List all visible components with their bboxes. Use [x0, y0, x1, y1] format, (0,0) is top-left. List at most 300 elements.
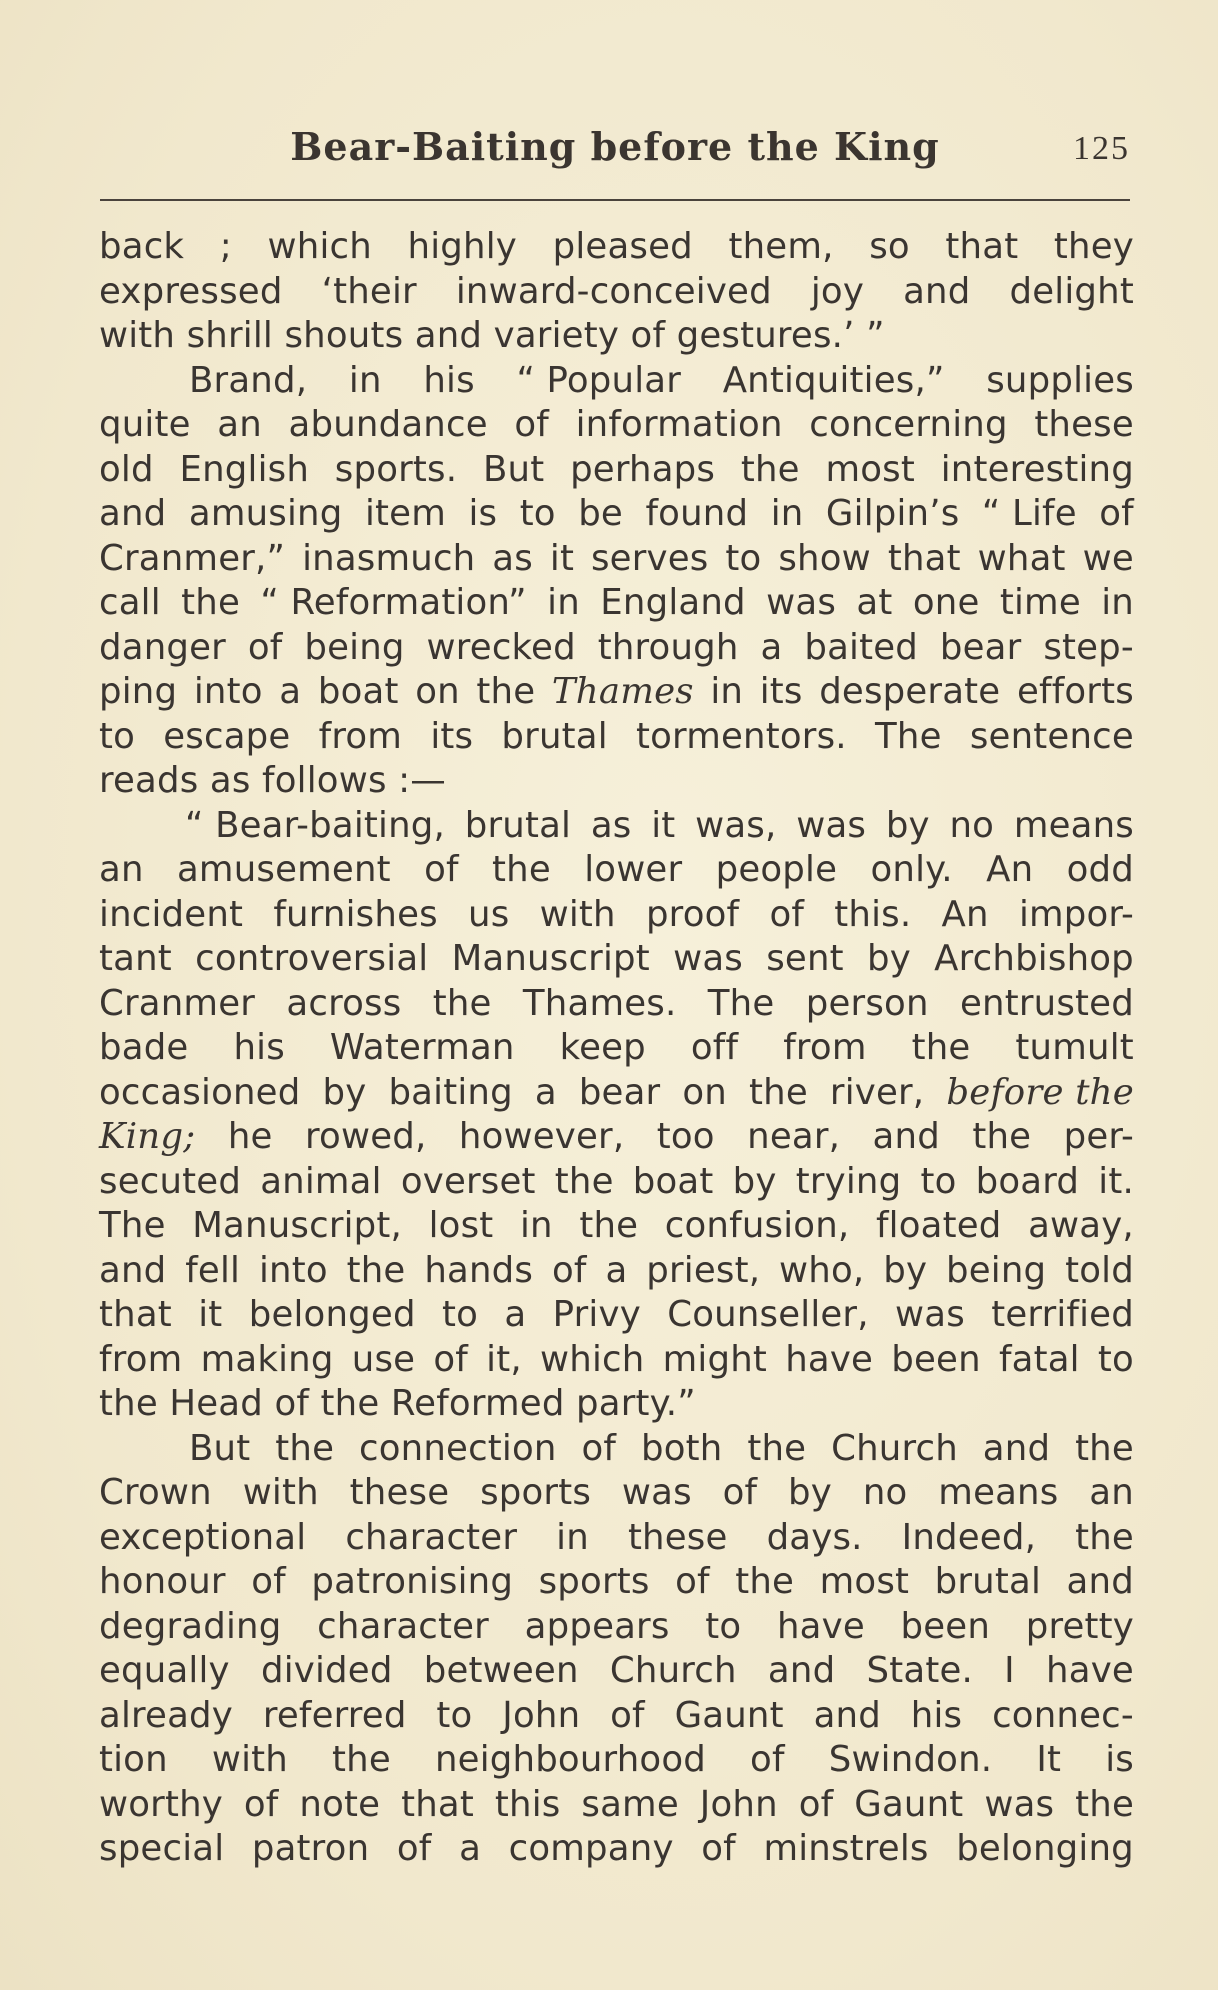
- word: told: [1065, 1249, 1134, 1291]
- word: delight: [1009, 270, 1134, 312]
- word: priest,: [646, 1249, 761, 1291]
- word: bear: [578, 1071, 661, 1113]
- word: Antiquities,”: [722, 359, 945, 401]
- word: divided: [260, 1650, 393, 1691]
- word: belonged: [248, 1294, 416, 1335]
- word: fell: [185, 1249, 241, 1291]
- word: interesting: [940, 448, 1134, 490]
- word: been: [891, 1338, 981, 1380]
- word: The: [99, 1205, 166, 1246]
- word: desperate: [819, 671, 1001, 712]
- header-rule: [100, 199, 1130, 201]
- word: a: [534, 1071, 557, 1113]
- word: of: [769, 893, 805, 935]
- word: pleased: [552, 226, 693, 267]
- body-text: [99, 225, 1134, 1872]
- word: both: [640, 1427, 723, 1469]
- word: of: [581, 1427, 617, 1469]
- word: Church: [609, 1650, 737, 1691]
- word: these: [1034, 404, 1134, 445]
- word: the: [476, 671, 536, 712]
- word: serves: [590, 537, 709, 579]
- word: bade: [99, 1027, 189, 1068]
- text-line: [99, 1026, 1134, 1071]
- word: entrusted: [959, 982, 1134, 1024]
- word: have: [776, 1605, 865, 1647]
- word: these: [627, 1516, 728, 1558]
- word: boat: [632, 1160, 714, 1202]
- word: tumult: [1015, 1027, 1134, 1068]
- word: State.: [866, 1650, 973, 1691]
- word: the: [492, 849, 551, 890]
- word: from: [318, 715, 403, 757]
- word: referred: [262, 1694, 407, 1736]
- word: neighbourhood: [434, 1739, 706, 1780]
- word: the: [1075, 1516, 1134, 1558]
- word: the: [749, 1071, 808, 1113]
- word: us: [468, 893, 510, 935]
- line-text: reads as follows :—: [99, 760, 446, 801]
- word: in: [770, 493, 804, 534]
- word: John: [699, 1783, 778, 1825]
- word: Cranmer,”: [99, 537, 286, 579]
- word: in: [556, 1516, 589, 1558]
- word: that: [401, 1783, 475, 1825]
- word: degrading: [99, 1605, 282, 1647]
- word: was: [621, 1472, 692, 1513]
- word: tant: [99, 938, 172, 979]
- word: the: [735, 1561, 795, 1602]
- word: days.: [766, 1516, 863, 1558]
- word: Thames.: [522, 982, 677, 1024]
- word: Waterman: [329, 1027, 515, 1068]
- word: was: [895, 1294, 965, 1335]
- word: King;: [99, 1116, 196, 1157]
- word: in: [547, 582, 580, 623]
- word: same: [581, 1783, 679, 1825]
- word: he: [227, 1116, 273, 1157]
- word: and: [99, 493, 167, 534]
- word: “ Bear-baiting,: [185, 804, 446, 846]
- word: the: [432, 982, 492, 1024]
- word: bear: [939, 626, 1022, 668]
- word: means: [938, 1472, 1059, 1513]
- word: character: [345, 1516, 518, 1558]
- word: the: [740, 448, 800, 490]
- word: the: [332, 1739, 391, 1780]
- word: An: [986, 849, 1034, 890]
- word: it: [549, 537, 575, 579]
- word: The: [707, 982, 775, 1024]
- text-line: [99, 1115, 1134, 1160]
- word: was,: [695, 804, 777, 846]
- word: is: [1105, 1739, 1134, 1780]
- word: time: [999, 582, 1081, 623]
- word: a: [459, 1828, 482, 1869]
- word: English: [179, 448, 310, 490]
- word: boat: [317, 671, 399, 712]
- word: proof: [645, 893, 740, 935]
- text-line: [99, 1516, 1134, 1561]
- word: equally: [99, 1650, 230, 1691]
- word: it: [198, 1294, 223, 1335]
- word: I: [1004, 1650, 1015, 1691]
- word: of: [433, 1338, 468, 1380]
- word: into: [258, 1249, 328, 1291]
- word: odd: [1066, 849, 1134, 890]
- word: special: [99, 1828, 225, 1869]
- word: and: [767, 1650, 836, 1691]
- page-header: [100, 122, 1130, 182]
- word: making: [200, 1338, 334, 1380]
- word: this: [494, 1783, 561, 1825]
- word: ping: [99, 671, 178, 712]
- word: across: [286, 982, 402, 1024]
- word: and: [99, 1249, 167, 1291]
- word: incident: [99, 893, 244, 935]
- word: from: [99, 1338, 183, 1380]
- word: impor-: [1018, 893, 1134, 935]
- word: near,: [747, 1116, 841, 1157]
- word: minstrels: [763, 1828, 929, 1869]
- word: and: [903, 270, 971, 312]
- text-line: [99, 759, 1134, 804]
- word: which: [267, 226, 372, 267]
- word: that: [945, 226, 1019, 267]
- word: and: [982, 1427, 1051, 1469]
- word: secuted: [99, 1160, 242, 1202]
- word: England: [600, 582, 746, 623]
- word: been: [900, 1605, 991, 1647]
- word: of: [722, 1472, 758, 1513]
- word: abundance: [288, 404, 488, 445]
- word: of: [750, 1739, 785, 1780]
- word: means: [1013, 804, 1134, 846]
- word: worthy: [99, 1783, 223, 1825]
- text-line: [99, 1160, 1134, 1205]
- word: of: [610, 1694, 645, 1736]
- word: escape: [163, 715, 291, 757]
- word: of: [424, 849, 459, 890]
- word: that: [99, 1294, 172, 1335]
- word: a: [760, 626, 783, 668]
- word: Indeed,: [901, 1516, 1037, 1558]
- word: only.: [870, 849, 953, 890]
- word: belonging: [956, 1828, 1134, 1869]
- word: Thames: [551, 671, 694, 712]
- word: it.: [1098, 1160, 1134, 1202]
- word: inasmuch: [302, 537, 476, 579]
- word: no: [862, 1472, 908, 1513]
- word: item: [364, 493, 446, 534]
- word: sports: [480, 1472, 592, 1513]
- word: they: [1053, 226, 1134, 267]
- text-line: [99, 1382, 1134, 1427]
- word: “ Popular: [516, 359, 682, 401]
- text-line: [99, 403, 1134, 448]
- word: highly: [407, 226, 518, 267]
- word: too: [656, 1116, 715, 1157]
- word: confusion,: [664, 1205, 850, 1246]
- word: to: [920, 1160, 957, 1202]
- word: sports: [538, 1561, 650, 1602]
- text-line: [99, 1338, 1134, 1383]
- text-line: [99, 893, 1134, 938]
- text-line: [99, 1649, 1134, 1694]
- word: Manuscript,: [192, 1205, 403, 1246]
- word: to: [442, 1294, 479, 1335]
- word: the: [747, 1427, 807, 1469]
- word: from: [783, 1027, 867, 1068]
- word: to: [705, 1605, 742, 1647]
- text-line: [99, 1204, 1134, 1249]
- text-line: [99, 982, 1134, 1027]
- word: so: [869, 226, 910, 267]
- word: and: [872, 1116, 940, 1157]
- word: perhaps: [570, 448, 716, 490]
- word: with: [211, 1739, 288, 1780]
- word: the: [1075, 1427, 1134, 1469]
- word: to: [725, 537, 762, 579]
- word: most: [825, 448, 915, 490]
- word: and: [1066, 1561, 1134, 1602]
- word: with: [539, 893, 616, 935]
- word: quite: [99, 404, 191, 445]
- text-line: [99, 270, 1134, 315]
- word: a: [504, 1294, 527, 1335]
- word: the: [275, 1427, 335, 1469]
- word: connection: [359, 1427, 557, 1469]
- word: Gilpin’s: [825, 493, 960, 534]
- word: terrified: [991, 1294, 1134, 1335]
- word: them,: [728, 226, 834, 267]
- word: of: [551, 1249, 587, 1291]
- word: Privy: [552, 1294, 641, 1335]
- word: danger: [99, 626, 226, 668]
- word: by: [866, 938, 911, 979]
- word: as: [492, 537, 533, 579]
- text-line: [99, 804, 1134, 849]
- word: Swindon.: [828, 1739, 993, 1780]
- word: by: [732, 1160, 777, 1202]
- word: the: [1075, 1783, 1134, 1825]
- word: on: [415, 671, 460, 712]
- word: of: [798, 1783, 834, 1825]
- word: show: [778, 537, 871, 579]
- word: its: [430, 715, 474, 757]
- word: controversial: [195, 938, 429, 979]
- text-line: [99, 448, 1134, 493]
- word: fatal: [998, 1338, 1080, 1380]
- word: efforts: [1016, 671, 1134, 712]
- word: amusing: [188, 493, 343, 534]
- text-line: [99, 670, 1134, 715]
- text-line: [99, 314, 1134, 359]
- word: of: [701, 1828, 736, 1869]
- word: the: [181, 582, 241, 623]
- text-line: [99, 1249, 1134, 1294]
- word: already: [99, 1694, 233, 1736]
- word: have: [1046, 1650, 1134, 1691]
- word: of: [675, 1561, 710, 1602]
- word: of: [514, 404, 549, 445]
- text-line: [99, 492, 1134, 537]
- word: the: [579, 1205, 639, 1246]
- word: by: [322, 1071, 367, 1113]
- word: a: [605, 1249, 628, 1291]
- word: be: [578, 493, 623, 534]
- word: these: [349, 1472, 450, 1513]
- word: old: [99, 448, 154, 490]
- word: rowed,: [305, 1116, 427, 1157]
- word: being: [946, 1249, 1047, 1291]
- text-line: [99, 848, 1134, 893]
- word: company: [508, 1828, 674, 1869]
- word: Manuscript: [451, 938, 650, 979]
- word: baited: [804, 626, 919, 668]
- word: to: [519, 493, 556, 534]
- word: with: [242, 1472, 319, 1513]
- word: connec-: [992, 1694, 1134, 1736]
- word: information: [575, 404, 783, 445]
- word: trying: [795, 1160, 902, 1202]
- word: overset: [400, 1160, 536, 1202]
- word: an: [1089, 1472, 1134, 1513]
- word: But: [482, 448, 545, 490]
- word: in: [519, 1205, 553, 1246]
- word: being: [304, 626, 405, 668]
- word: an: [99, 849, 144, 890]
- word: keep: [559, 1027, 646, 1068]
- word: at: [856, 582, 893, 623]
- word: exceptional: [99, 1516, 307, 1558]
- text-line: [99, 715, 1134, 760]
- word: the: [346, 1249, 406, 1291]
- page-number: 125: [1073, 130, 1130, 167]
- word: his: [423, 359, 475, 401]
- word: to: [436, 1694, 473, 1736]
- word: per-: [1063, 1116, 1134, 1157]
- word: pretty: [1025, 1605, 1134, 1647]
- word: as: [590, 804, 632, 846]
- word: it: [651, 804, 676, 846]
- word: step-: [1043, 626, 1134, 668]
- word: that: [887, 537, 961, 579]
- word: brutal: [464, 804, 572, 846]
- word: found: [645, 493, 749, 534]
- line-text: with shrill shouts and variety of gestures.’ ”: [99, 315, 885, 356]
- text-line: [99, 225, 1134, 270]
- word: by: [883, 1249, 928, 1291]
- word: it,: [486, 1338, 522, 1380]
- word: which: [540, 1338, 645, 1380]
- word: lower: [584, 849, 683, 890]
- word: sentence: [969, 715, 1134, 757]
- word: “ Reformation”: [260, 582, 527, 623]
- word: John: [502, 1694, 581, 1736]
- word: was: [673, 938, 743, 979]
- word: lost: [428, 1205, 494, 1246]
- word: have: [785, 1338, 874, 1380]
- word: Cranmer: [99, 982, 256, 1024]
- word: an: [217, 404, 262, 445]
- word: tion: [99, 1739, 168, 1780]
- word: this.: [834, 893, 912, 935]
- word: note: [299, 1783, 381, 1825]
- word: It: [1036, 1739, 1062, 1780]
- word: who,: [779, 1249, 865, 1291]
- word: patronising: [311, 1561, 514, 1602]
- word: by: [885, 804, 930, 846]
- word: Brand,: [189, 359, 308, 401]
- word: brutal: [934, 1561, 1042, 1602]
- word: his: [910, 1694, 963, 1736]
- word: to: [99, 715, 136, 757]
- text-line: [99, 1560, 1134, 1605]
- word: of: [1099, 493, 1134, 534]
- word: the: [972, 1116, 1032, 1157]
- word: But: [189, 1427, 251, 1469]
- text-line: [99, 1783, 1134, 1828]
- word: of: [247, 626, 283, 668]
- word: of: [251, 1561, 286, 1602]
- word: floated: [875, 1205, 1002, 1246]
- text-line: [99, 1605, 1134, 1650]
- word: most: [819, 1561, 910, 1602]
- word: we: [1082, 537, 1134, 579]
- word: by: [788, 1472, 832, 1513]
- text-line: [99, 626, 1134, 671]
- word: one: [912, 582, 980, 623]
- word: the: [554, 1160, 614, 1202]
- word: away,: [1028, 1205, 1134, 1246]
- line-text: the Head of the Reformed party.”: [99, 1383, 696, 1424]
- word: brutal: [501, 715, 608, 757]
- word: back: [99, 226, 185, 267]
- word: amusement: [176, 849, 391, 890]
- word: of: [243, 1783, 279, 1825]
- word: “ Life: [981, 493, 1077, 534]
- word: in: [710, 671, 744, 712]
- word: wrecked: [426, 626, 576, 668]
- text-line: [99, 1694, 1134, 1739]
- text-line: [99, 1471, 1134, 1516]
- word: might: [662, 1338, 768, 1380]
- text-line: [99, 1427, 1134, 1472]
- word: on: [682, 1071, 727, 1113]
- word: river,: [829, 1071, 925, 1113]
- word: Archbishop: [934, 938, 1134, 979]
- word: occasioned: [99, 1071, 301, 1113]
- word: Gaunt: [854, 1783, 964, 1825]
- word: ‘their: [321, 270, 417, 312]
- word: people: [715, 849, 838, 890]
- word: its: [759, 671, 803, 712]
- word: through: [597, 626, 739, 668]
- text-line: [99, 1827, 1134, 1872]
- word: Crown: [99, 1472, 212, 1513]
- word: Gaunt: [674, 1694, 784, 1736]
- word: before the: [946, 1071, 1134, 1113]
- word: expressed: [99, 270, 283, 312]
- word: in: [1101, 582, 1134, 623]
- word: ;: [219, 226, 232, 267]
- word: between: [423, 1650, 579, 1691]
- word: call: [99, 582, 161, 623]
- word: tormentors.: [636, 715, 847, 757]
- text-line: [99, 1293, 1134, 1338]
- word: in: [348, 359, 382, 401]
